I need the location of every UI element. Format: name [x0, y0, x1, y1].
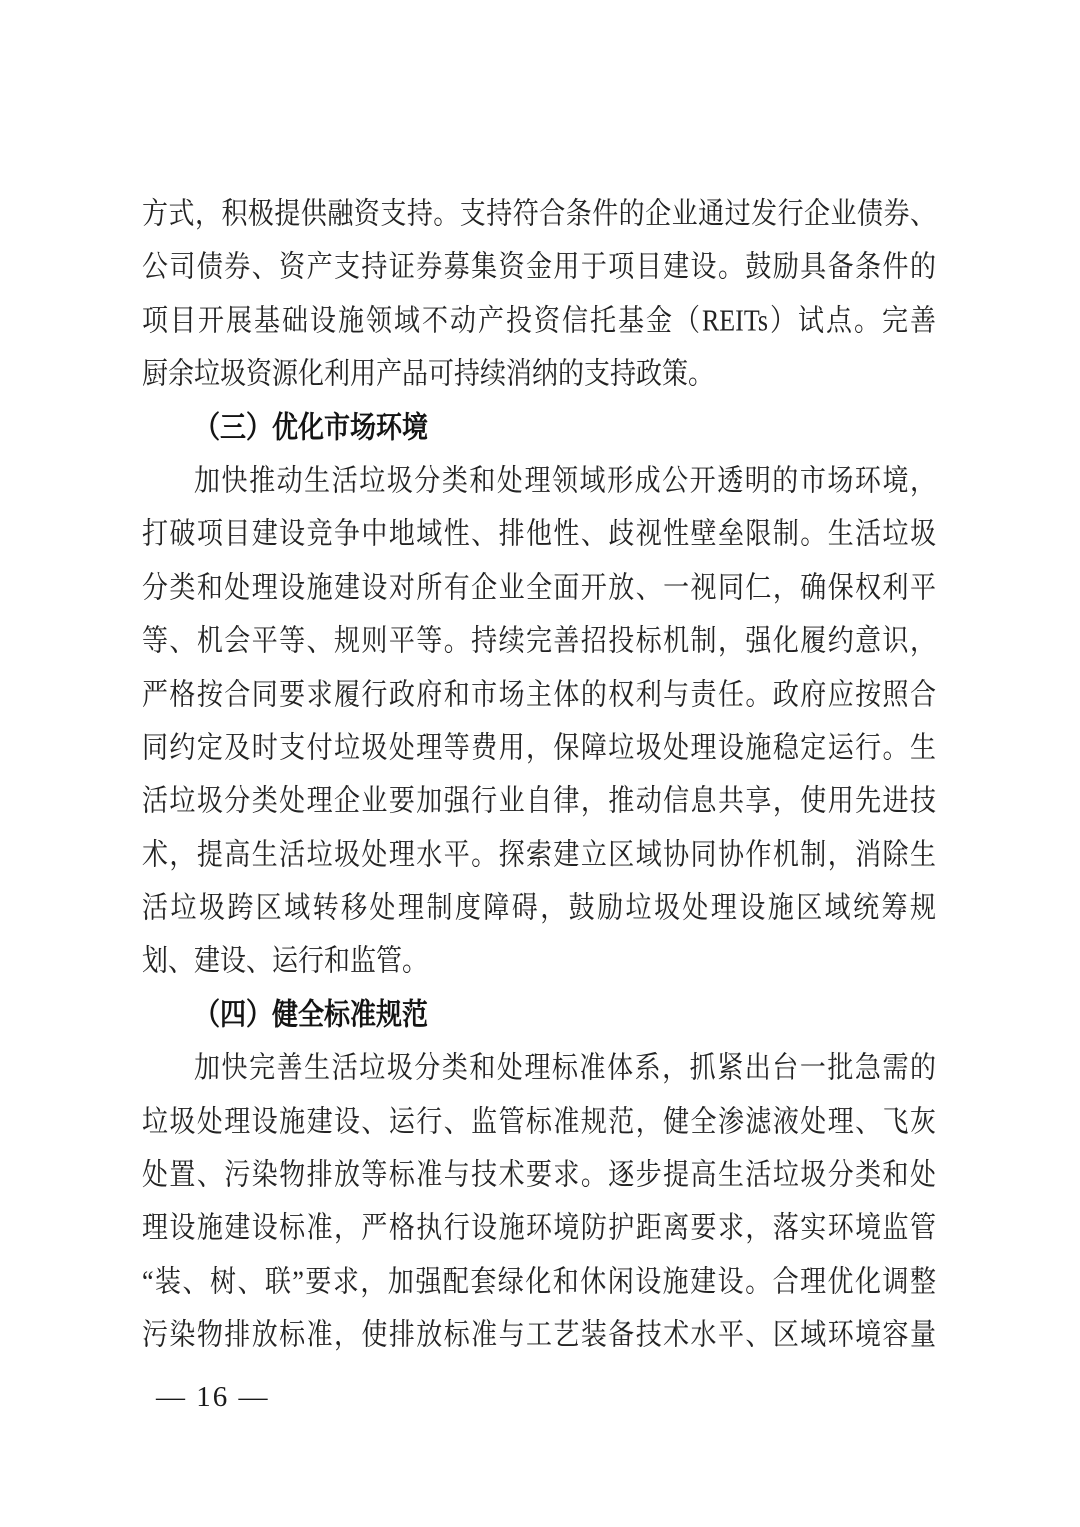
document-body	[142, 187, 936, 1362]
text-line: 公司债券、资产支持证券募集资金用于项目建设。鼓励具备条件的	[142, 250, 936, 284]
text-line: 加快推动生活垃圾分类和处理领域形成公开透明的市场环境，	[194, 463, 936, 498]
text-line: “装、树、联”要求，加强配套绿化和休闲设施建设。合理优化调整	[142, 1264, 936, 1299]
text-line: 处置、污染物排放等标准与技术要求。逐步提高生活垃圾分类和处	[142, 1157, 936, 1192]
text-line: 同约定及时支付垃圾处理等费用，保障垃圾处理设施稳定运行。生	[142, 730, 936, 765]
text-line: 垃圾处理设施建设、运行、监管标准规范，健全渗滤液处理、飞灰	[142, 1104, 936, 1138]
section-heading: （四）健全标准规范	[194, 996, 429, 1032]
text-line: 污染物排放标准，使排放标准与工艺装备技术水平、区域环境容量	[142, 1317, 936, 1352]
text-line: 项目开展基础设施领域不动产投资信托基金（REITs）试点。完善	[142, 303, 936, 338]
text-line: 厨余垃圾资源化利用产品可持续消纳的支持政策。	[142, 356, 715, 391]
page-number-footer: — 16 —	[156, 1381, 270, 1413]
section-heading: （三）优化市场环境	[194, 409, 429, 444]
text-line: 活垃圾分类处理企业要加强行业自律，推动信息共享，使用先进技	[142, 783, 936, 818]
text-line: 加快完善生活垃圾分类和处理标准体系，抓紧出台一批急需的	[194, 1050, 936, 1085]
text-line: 严格按合同要求履行政府和市场主体的权利与责任。政府应按照合	[142, 677, 936, 711]
text-line: 等、机会平等、规则平等。持续完善招投标机制，强化履约意识，	[142, 623, 936, 658]
text-line: 分类和处理设施建设对所有企业全面开放、一视同仁，确保权利平	[142, 570, 936, 605]
text-line: 术，提高生活垃圾处理水平。探索建立区域协同协作机制，消除生	[142, 837, 936, 871]
text-line: 方式，积极提供融资支持。支持符合条件的企业通过发行企业债券、	[142, 196, 936, 231]
text-line: 打破项目建设竞争中地域性、排他性、歧视性壁垒限制。生活垃圾	[142, 516, 936, 551]
text-line: 理设施建设标准，严格执行设施环境防护距离要求，落实环境监管	[142, 1211, 936, 1245]
text-line: 划、建设、运行和监管。	[142, 944, 429, 978]
text-line: 活垃圾跨区域转移处理制度障碍，鼓励垃圾处理设施区域统筹规	[142, 890, 936, 925]
